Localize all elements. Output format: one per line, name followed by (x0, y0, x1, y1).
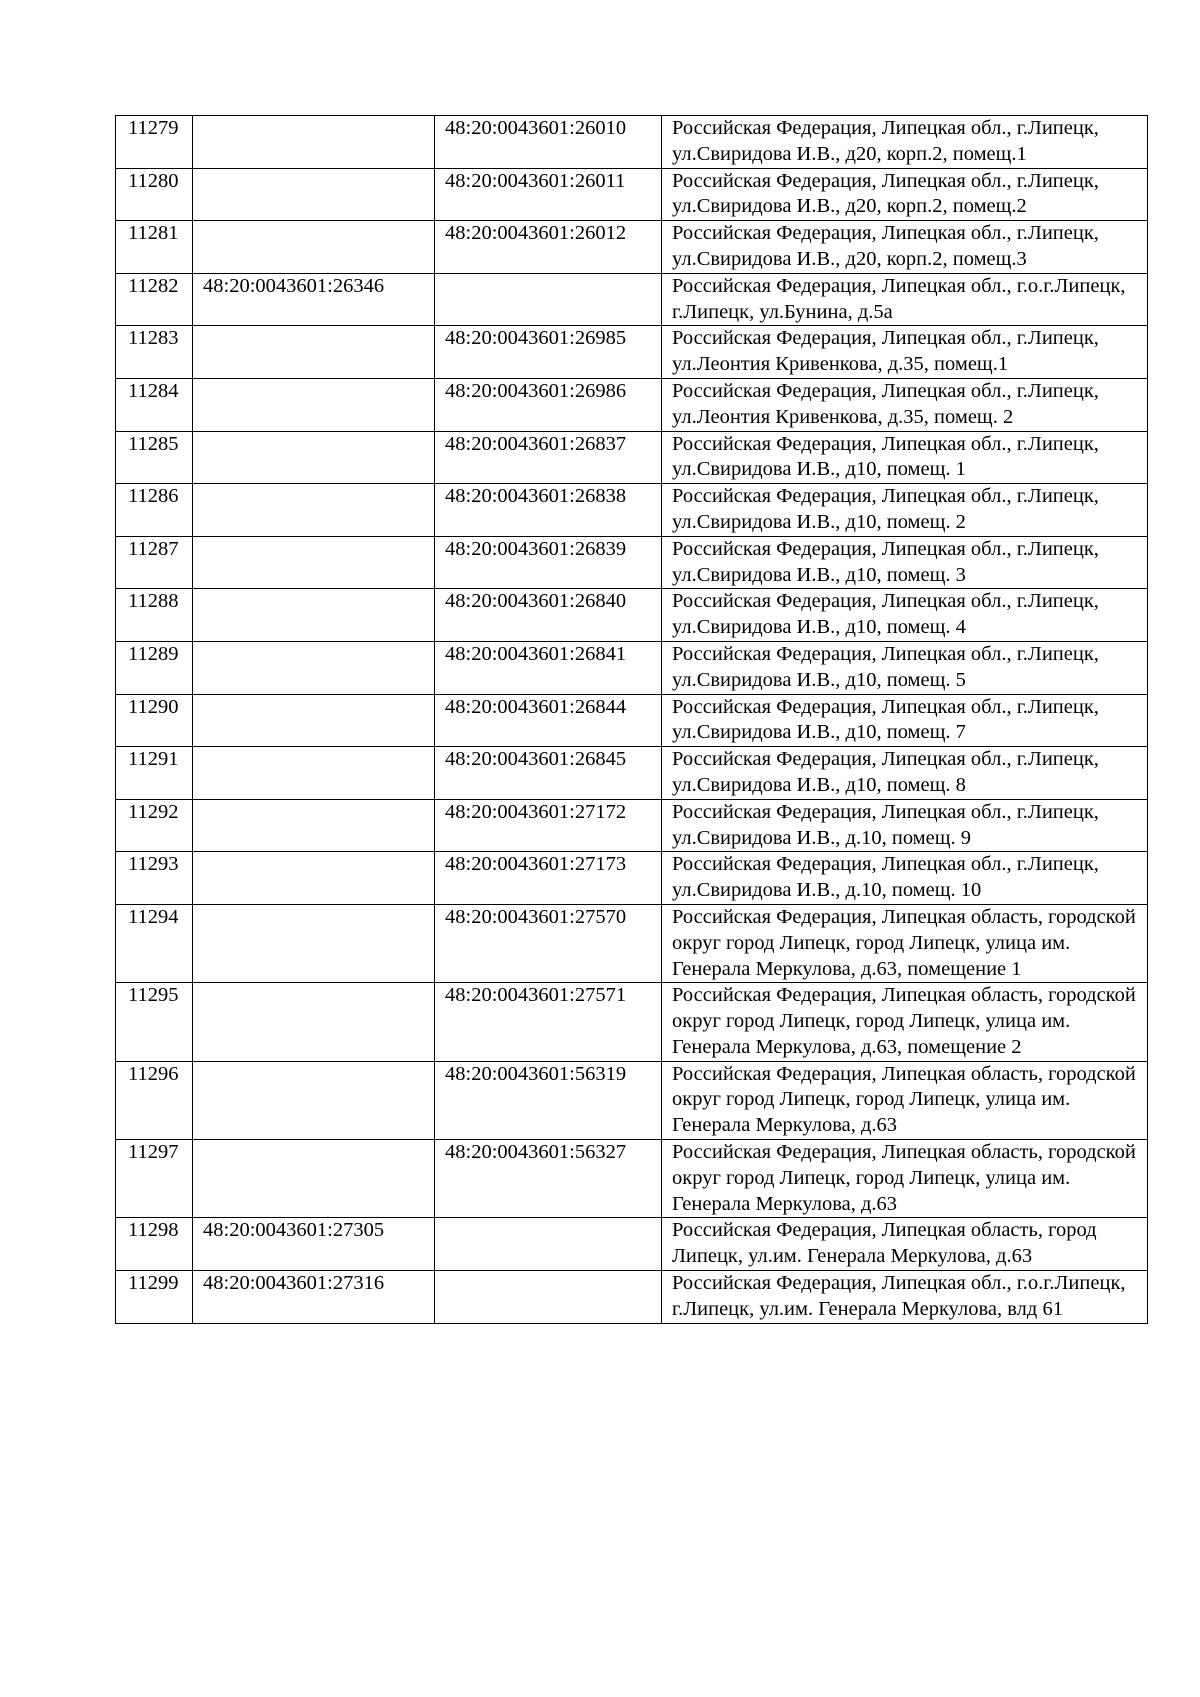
object-cadastral-number-cell: 48:20:0043601:26012 (435, 221, 662, 274)
table-row (116, 536, 1148, 589)
table-row (116, 273, 1148, 326)
address-cell: Российская Федерация, Липецкая обл., г.Липецк, ул.Леонтия Кривенкова, д.35, помещ.1 (662, 326, 1148, 379)
address-cell: Российская Федерация, Липецкая обл., г.Липецк, ул.Свиридова И.В., д10, помещ. 7 (662, 694, 1148, 747)
object-cadastral-number-cell: 48:20:0043601:26010 (435, 116, 662, 169)
address-cell: Российская Федерация, Липецкая обл., г.Липецк, ул.Свиридова И.В., д20, корп.2, помещ.2 (662, 168, 1148, 221)
land-cadastral-number-cell (193, 484, 435, 537)
table-row (116, 221, 1148, 274)
address-cell: Российская Федерация, Липецкая обл., г.о.г.Липецк, г.Липецк, ул.Бунина, д.5а (662, 273, 1148, 326)
land-cadastral-number-cell (193, 983, 435, 1061)
object-cadastral-number-cell: 48:20:0043601:26844 (435, 694, 662, 747)
address-cell: Российская Федерация, Липецкая область, городской округ город Липецк, город Липецк, улица им. Генерала Меркулова, д.63 (662, 1140, 1148, 1218)
land-cadastral-number-cell (193, 378, 435, 431)
table-row (116, 983, 1148, 1061)
land-cadastral-number-cell (193, 1061, 435, 1139)
table-row (116, 799, 1148, 852)
land-cadastral-number-cell (193, 852, 435, 905)
table-row (116, 431, 1148, 484)
address-cell: Российская Федерация, Липецкая обл., г.о.г.Липецк, г.Липецк, ул.им. Генерала Меркулова, влд 61 (662, 1271, 1148, 1324)
address-cell: Российская Федерация, Липецкая обл., г.Липецк, ул.Свиридова И.В., д10, помещ. 5 (662, 641, 1148, 694)
row-number-cell: 11285 (116, 431, 193, 484)
object-cadastral-number-cell: 48:20:0043601:26986 (435, 378, 662, 431)
table-row (116, 1271, 1148, 1324)
row-number-cell: 11291 (116, 747, 193, 800)
land-cadastral-number-cell (193, 694, 435, 747)
row-number-cell: 11286 (116, 484, 193, 537)
object-cadastral-number-cell: 48:20:0043601:27172 (435, 799, 662, 852)
object-cadastral-number-cell: 48:20:0043601:26837 (435, 431, 662, 484)
address-cell: Российская Федерация, Липецкая обл., г.Липецк, ул.Свиридова И.В., д10, помещ. 2 (662, 484, 1148, 537)
row-number-cell: 11283 (116, 326, 193, 379)
row-number-cell: 11288 (116, 589, 193, 642)
object-cadastral-number-cell: 48:20:0043601:26845 (435, 747, 662, 800)
object-cadastral-number-cell: 48:20:0043601:26841 (435, 641, 662, 694)
row-number-cell: 11280 (116, 168, 193, 221)
row-number-cell: 11293 (116, 852, 193, 905)
table-row (116, 1218, 1148, 1271)
table-row (116, 168, 1148, 221)
land-cadastral-number-cell (193, 221, 435, 274)
land-cadastral-number-cell: 48:20:0043601:27316 (193, 1271, 435, 1324)
row-number-cell: 11295 (116, 983, 193, 1061)
address-cell: Российская Федерация, Липецкая обл., г.Липецк, ул.Свиридова И.В., д10, помещ. 3 (662, 536, 1148, 589)
table-row (116, 1061, 1148, 1139)
table-row (116, 484, 1148, 537)
land-cadastral-number-cell (193, 904, 435, 982)
address-cell: Российская Федерация, Липецкая обл., г.Липецк, ул.Свиридова И.В., д10, помещ. 8 (662, 747, 1148, 800)
object-cadastral-number-cell: 48:20:0043601:56327 (435, 1140, 662, 1218)
object-cadastral-number-cell: 48:20:0043601:27571 (435, 983, 662, 1061)
object-cadastral-number-cell: 48:20:0043601:26840 (435, 589, 662, 642)
row-number-cell: 11299 (116, 1271, 193, 1324)
row-number-cell: 11287 (116, 536, 193, 589)
registry-table-body (116, 116, 1148, 1324)
land-cadastral-number-cell (193, 431, 435, 484)
row-number-cell: 11296 (116, 1061, 193, 1139)
table-row (116, 116, 1148, 169)
table-row (116, 852, 1148, 905)
address-cell: Российская Федерация, Липецкая обл., г.Липецк, ул.Свиридова И.В., д.10, помещ. 10 (662, 852, 1148, 905)
object-cadastral-number-cell: 48:20:0043601:26011 (435, 168, 662, 221)
row-number-cell: 11282 (116, 273, 193, 326)
land-cadastral-number-cell: 48:20:0043601:26346 (193, 273, 435, 326)
row-number-cell: 11290 (116, 694, 193, 747)
address-cell: Российская Федерация, Липецкая обл., г.Липецк, ул.Леонтия Кривенкова, д.35, помещ. 2 (662, 378, 1148, 431)
address-cell: Российская Федерация, Липецкая обл., г.Липецк, ул.Свиридова И.В., д20, корп.2, помещ.1 (662, 116, 1148, 169)
address-cell: Российская Федерация, Липецкая обл., г.Липецк, ул.Свиридова И.В., д.10, помещ. 9 (662, 799, 1148, 852)
land-cadastral-number-cell (193, 747, 435, 800)
land-cadastral-number-cell (193, 799, 435, 852)
object-cadastral-number-cell: 48:20:0043601:27173 (435, 852, 662, 905)
address-cell: Российская Федерация, Липецкая область, городской округ город Липецк, город Липецк, улица им. Генерала Меркулова, д.63 (662, 1061, 1148, 1139)
object-cadastral-number-cell (435, 1218, 662, 1271)
land-cadastral-number-cell (193, 116, 435, 169)
land-cadastral-number-cell (193, 168, 435, 221)
table-row (116, 641, 1148, 694)
table-row (116, 1140, 1148, 1218)
row-number-cell: 11292 (116, 799, 193, 852)
table-row (116, 378, 1148, 431)
row-number-cell: 11281 (116, 221, 193, 274)
object-cadastral-number-cell: 48:20:0043601:26985 (435, 326, 662, 379)
address-cell: Российская Федерация, Липецкая обл., г.Липецк, ул.Свиридова И.В., д10, помещ. 4 (662, 589, 1148, 642)
row-number-cell: 11298 (116, 1218, 193, 1271)
object-cadastral-number-cell: 48:20:0043601:26838 (435, 484, 662, 537)
object-cadastral-number-cell: 48:20:0043601:27570 (435, 904, 662, 982)
row-number-cell: 11289 (116, 641, 193, 694)
table-row (116, 694, 1148, 747)
object-cadastral-number-cell (435, 1271, 662, 1324)
address-cell: Российская Федерация, Липецкая область, городской округ город Липецк, город Липецк, улица им. Генерала Меркулова, д.63, помещение 1 (662, 904, 1148, 982)
table-row (116, 589, 1148, 642)
object-cadastral-number-cell: 48:20:0043601:56319 (435, 1061, 662, 1139)
address-cell: Российская Федерация, Липецкая область, город Липецк, ул.им. Генерала Меркулова, д.63 (662, 1218, 1148, 1271)
land-cadastral-number-cell (193, 641, 435, 694)
row-number-cell: 11297 (116, 1140, 193, 1218)
table-row (116, 747, 1148, 800)
land-cadastral-number-cell (193, 589, 435, 642)
registry-table (115, 115, 1148, 1324)
object-cadastral-number-cell (435, 273, 662, 326)
address-cell: Российская Федерация, Липецкая обл., г.Липецк, ул.Свиридова И.В., д20, корп.2, помещ.3 (662, 221, 1148, 274)
land-cadastral-number-cell (193, 326, 435, 379)
land-cadastral-number-cell (193, 536, 435, 589)
row-number-cell: 11294 (116, 904, 193, 982)
row-number-cell: 11284 (116, 378, 193, 431)
land-cadastral-number-cell: 48:20:0043601:27305 (193, 1218, 435, 1271)
land-cadastral-number-cell (193, 1140, 435, 1218)
address-cell: Российская Федерация, Липецкая область, городской округ город Липецк, город Липецк, улица им. Генерала Меркулова, д.63, помещение 2 (662, 983, 1148, 1061)
address-cell: Российская Федерация, Липецкая обл., г.Липецк, ул.Свиридова И.В., д10, помещ. 1 (662, 431, 1148, 484)
row-number-cell: 11279 (116, 116, 193, 169)
object-cadastral-number-cell: 48:20:0043601:26839 (435, 536, 662, 589)
table-row (116, 326, 1148, 379)
table-row (116, 904, 1148, 982)
